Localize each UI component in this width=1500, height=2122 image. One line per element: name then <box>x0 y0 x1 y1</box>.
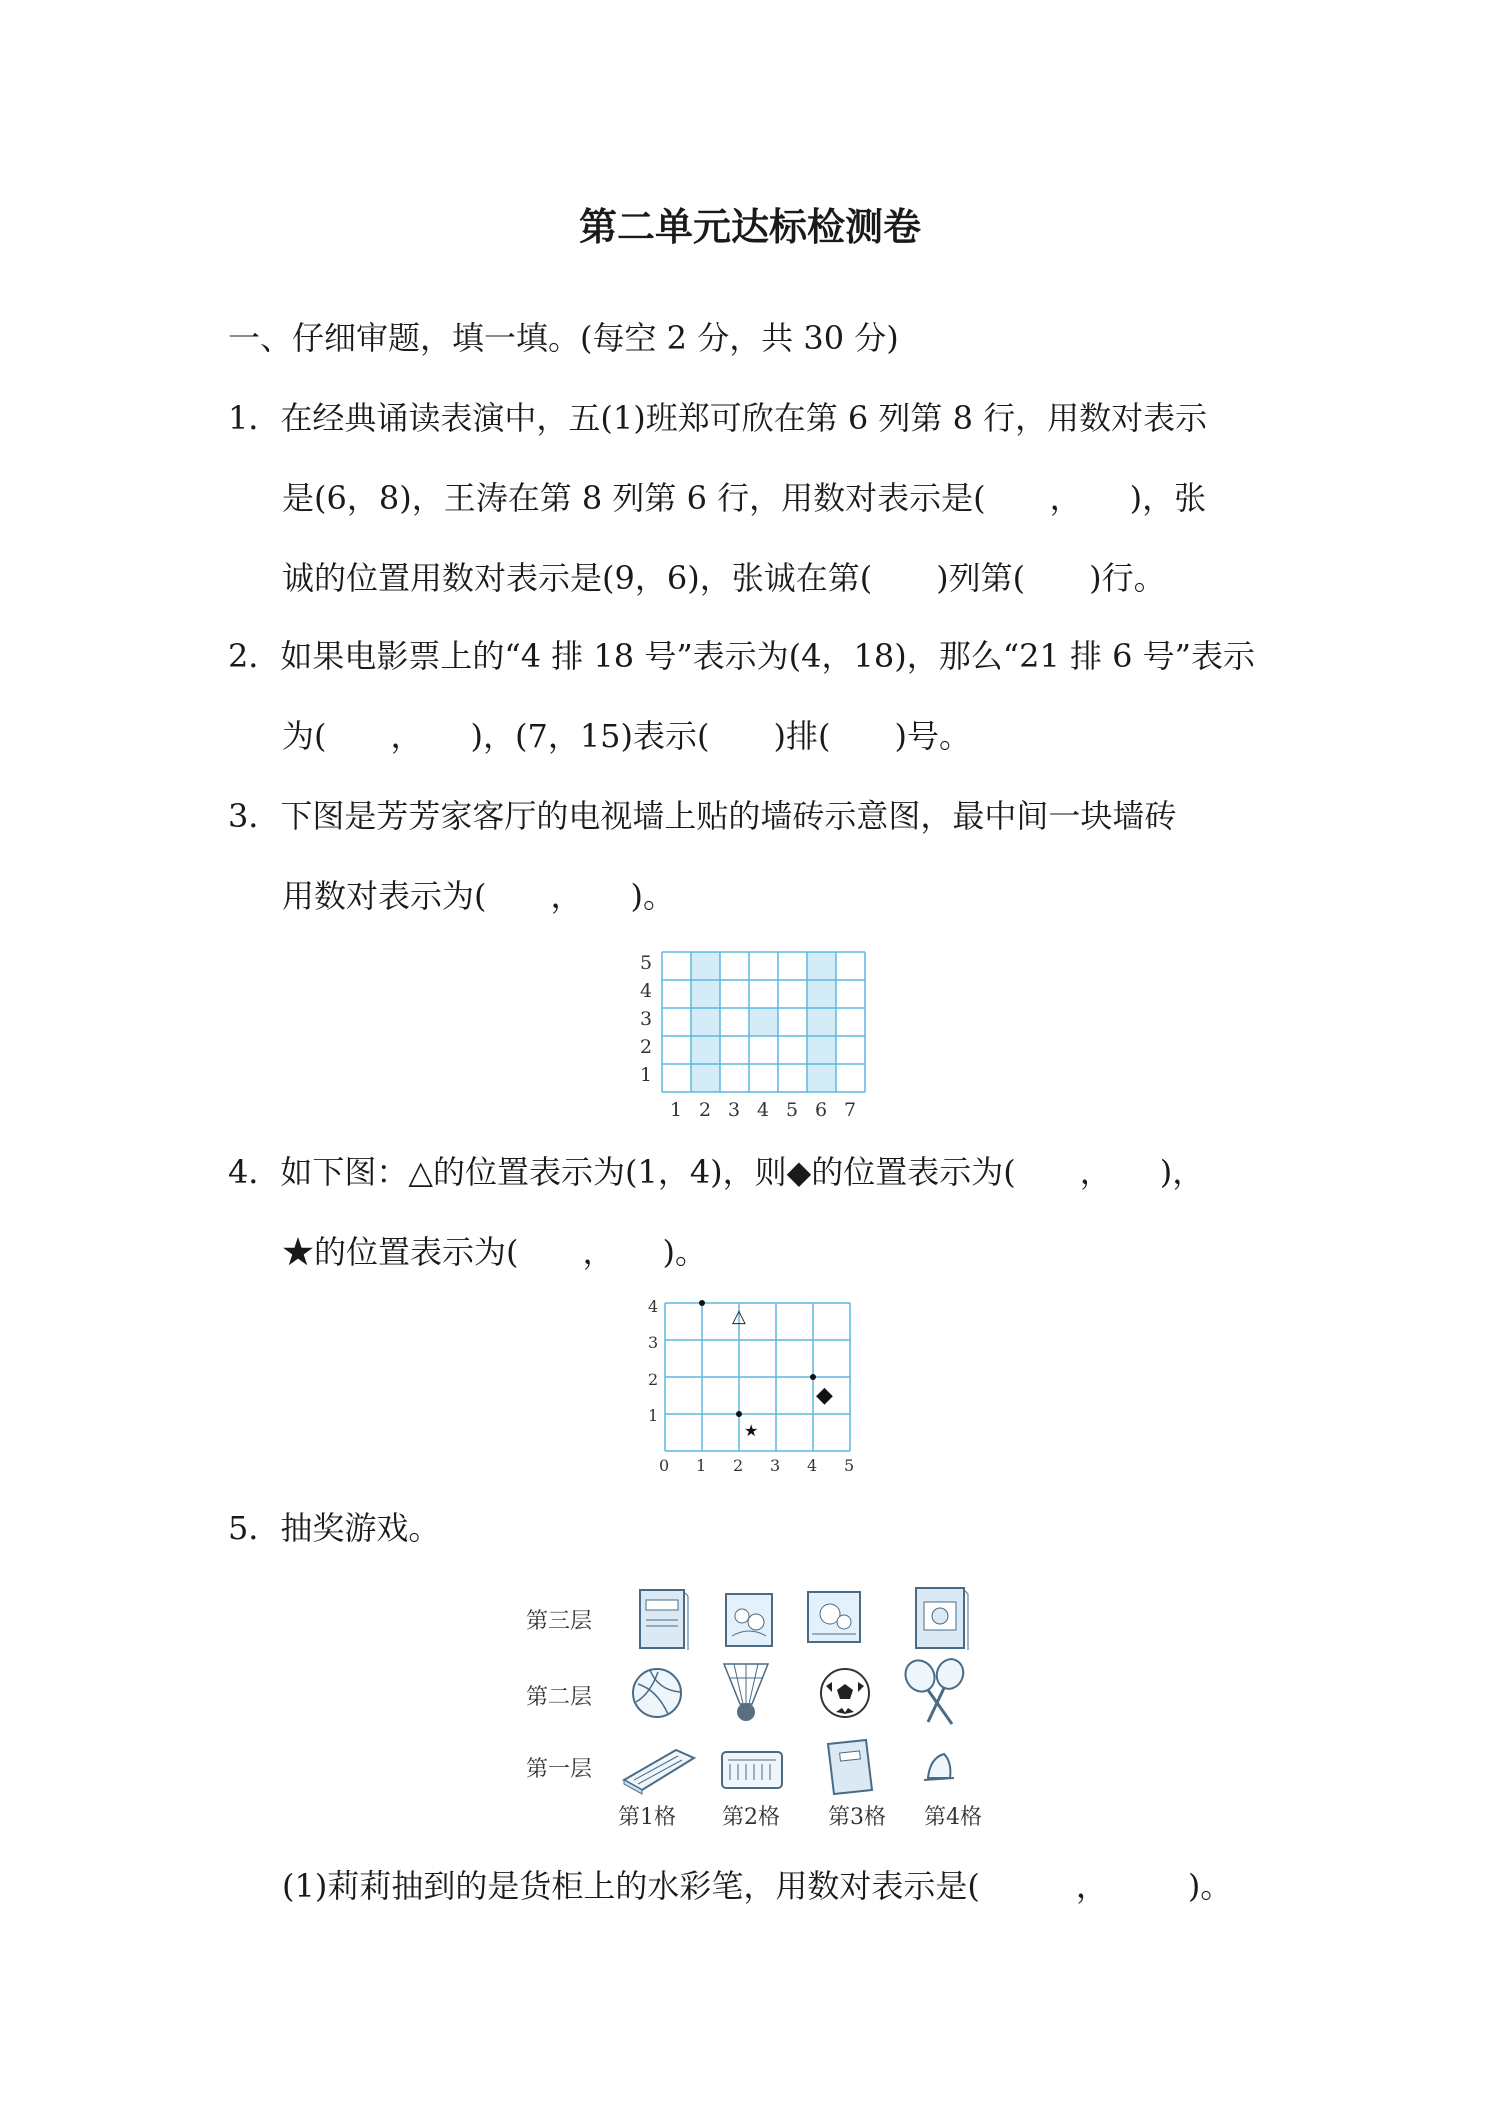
question-2-line-1: 2．如果电影票上的“4 排 18 号”表示为(4，18)，那么“21 排 6 号”表示 <box>228 637 1256 675</box>
page-title: 第二单元达标检测卷 <box>578 205 921 249</box>
shaded-tile <box>691 1036 720 1064</box>
x-label-7: 7 <box>844 1099 857 1121</box>
badminton-rackets-icon <box>896 1656 978 1732</box>
shaded-tile <box>807 980 836 1008</box>
x-label-3: 3 <box>728 1099 741 1121</box>
question-2-line-2: 为( ， )，(7，15)表示( )排( )号。 <box>282 717 971 755</box>
shaded-tile <box>807 1036 836 1064</box>
bell-icon <box>920 1748 960 1788</box>
grid-point <box>810 1374 816 1380</box>
tile-grid <box>660 950 865 1095</box>
coord-x-5: 5 <box>844 1456 855 1475</box>
x-label-1: 1 <box>670 1099 683 1121</box>
exercise-book-icon <box>822 1736 878 1800</box>
book-icon <box>636 1586 692 1654</box>
x-label-2: 2 <box>699 1099 712 1121</box>
x-label-5: 5 <box>786 1099 799 1121</box>
coord-x-2: 2 <box>733 1456 744 1475</box>
shaded-tile <box>749 1008 778 1036</box>
column-label-2: 第2格 <box>722 1805 780 1830</box>
question-4-line-1: 4．如下图：△的位置表示为(1，4)，则◆的位置表示为( ， )， <box>228 1153 1205 1191</box>
column-label-1: 第1格 <box>618 1805 676 1830</box>
shaded-tile <box>807 1008 836 1036</box>
column-label-3: 第3格 <box>828 1805 886 1830</box>
question-3-line-1: 3．下图是芳芳家客厅的电视墙上贴的墙砖示意图，最中间一块墙砖 <box>228 797 1177 835</box>
coord-x-0: 0 <box>659 1456 670 1475</box>
coord-x-4: 4 <box>807 1456 818 1475</box>
soccer-ball-icon <box>816 1664 874 1722</box>
coord-y-4: 4 <box>648 1297 659 1316</box>
shaded-tile <box>807 952 836 980</box>
coordinate-grid <box>662 1300 852 1450</box>
coord-y-3: 3 <box>648 1333 659 1352</box>
question-1-line-2: 是(6，8)，王涛在第 8 列第 6 行，用数对表示是( ， )，张 <box>282 479 1207 517</box>
shaded-tile <box>691 952 720 980</box>
x-label-6: 6 <box>815 1099 828 1121</box>
y-label-4: 4 <box>640 980 653 1002</box>
shaded-tile <box>691 980 720 1008</box>
y-label-5: 5 <box>640 952 653 974</box>
question-5-line-1: 5．抽奖游戏。 <box>228 1509 441 1547</box>
watercolor-pens-icon <box>718 1742 786 1796</box>
coord-y-2: 2 <box>648 1370 659 1389</box>
shaded-tile <box>691 1064 720 1092</box>
y-label-2: 2 <box>640 1036 653 1058</box>
book-icon <box>722 1590 778 1650</box>
y-label-1: 1 <box>640 1064 653 1086</box>
row-label-1: 第一层 <box>526 1757 593 1782</box>
column-label-4: 第4格 <box>924 1805 982 1830</box>
triangle-marker: △ <box>732 1306 746 1327</box>
question-1-line-3: 诚的位置用数对表示是(9，6)，张诚在第( )列第( )行。 <box>282 559 1166 597</box>
row-label-2: 第二层 <box>526 1685 593 1710</box>
grid-point <box>736 1411 742 1417</box>
question-1-line-1: 1．在经典诵读表演中，五(1)班郑可欣在第 6 列第 8 行，用数对表示 <box>228 399 1208 437</box>
shaded-tile <box>691 1008 720 1036</box>
diamond-marker: ◆ <box>816 1383 833 1408</box>
coord-x-1: 1 <box>696 1456 707 1475</box>
question-4-line-2: ★的位置表示为( ， )。 <box>282 1233 707 1271</box>
coord-x-3: 3 <box>770 1456 781 1475</box>
x-label-4: 4 <box>757 1099 770 1121</box>
shaded-tile <box>807 1064 836 1092</box>
grid-point <box>699 1300 705 1306</box>
coord-y-1: 1 <box>648 1406 659 1425</box>
y-label-3: 3 <box>640 1008 653 1030</box>
pencil-case-icon <box>620 1740 698 1796</box>
section-heading: 一、仔细审题，填一填。(每空 2 分，共 30 分) <box>228 319 899 357</box>
shuttlecock-icon <box>718 1658 774 1728</box>
book-icon <box>804 1588 866 1648</box>
question-5-sub-1: (1)莉莉抽到的是货柜上的水彩笔，用数对表示是( ， )。 <box>282 1867 1233 1905</box>
star-marker: ★ <box>744 1421 759 1440</box>
question-3-line-2: 用数对表示为( ， )。 <box>282 877 675 915</box>
book-icon <box>912 1584 972 1654</box>
volleyball-icon <box>628 1664 686 1722</box>
row-label-3: 第三层 <box>526 1609 593 1634</box>
